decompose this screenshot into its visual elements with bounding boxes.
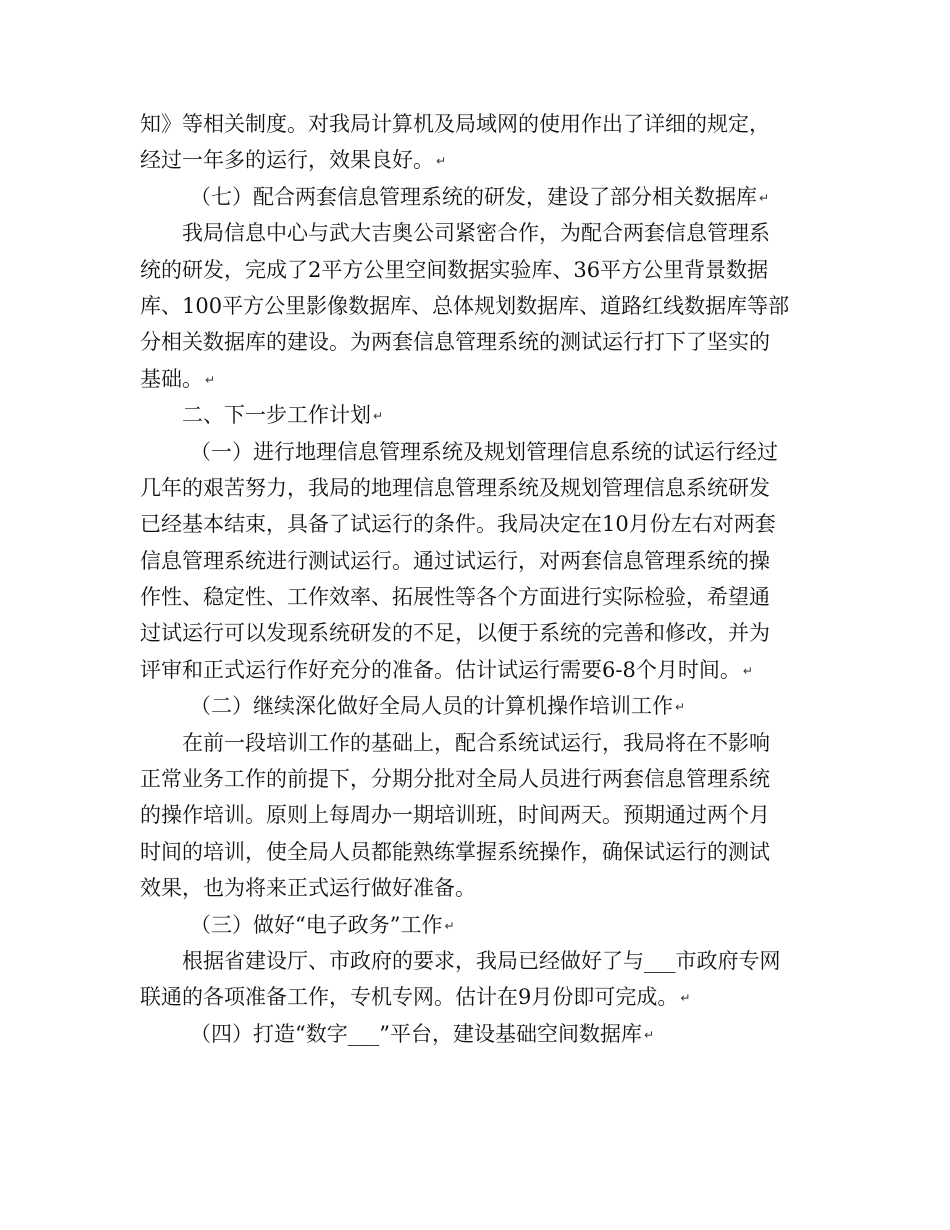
line-text: （四）打造“数字___”平台，建设基础空间数据库 <box>190 1021 642 1046</box>
text-line <box>140 252 808 288</box>
paragraph-mark-icon: ↵ <box>643 1027 655 1042</box>
text-line <box>140 506 808 542</box>
line-text: 的操作培训。原则上每周办一期培训班，时间两天。预期通过两个月 <box>140 803 770 828</box>
line-text: 效果，也为将来正式运行做好准备。 <box>140 876 476 901</box>
paragraph-mark-icon: ↵ <box>373 409 384 424</box>
line-text: 我局信息中心与武大吉奥公司紧密合作，为配合两套信息管理系 <box>182 221 770 246</box>
text-line <box>140 979 808 1015</box>
line-text: 经过一年多的运行，效果良好。 <box>140 148 434 173</box>
paragraph-mark-icon: ↵ <box>444 918 455 933</box>
paragraph-mark-icon: ↵ <box>759 190 770 205</box>
text-line <box>140 179 808 215</box>
paragraph-mark-icon: ↵ <box>675 700 686 715</box>
text-line <box>140 324 808 360</box>
text-line <box>140 288 808 324</box>
line-text: （三）做好“电子政务”工作 <box>190 912 443 937</box>
line-text: 作性、稳定性、工作效率、拓展性等各个方面进行实际检验，希望通 <box>140 585 770 610</box>
line-text: 库、100平方公里影像数据库、总体规划数据库、道路红线数据库等部 <box>140 293 790 318</box>
text-line <box>140 615 808 651</box>
line-text: 联通的各项准备工作，专机专网。估计在9月份即可完成。 <box>140 985 679 1010</box>
line-text: （七）配合两套信息管理系统的研发，建设了部分相关数据库 <box>190 184 757 209</box>
line-text: 正常业务工作的前提下，分期分批对全局人员进行两套信息管理系统 <box>140 767 770 792</box>
text-line <box>140 397 808 433</box>
paragraph-mark-icon: ↵ <box>742 663 753 678</box>
line-text: 根据省建设厅、市政府的要求，我局已经做好了与___市政府专网 <box>182 948 781 973</box>
line-text: 统的研发，完成了2平方公里空间数据实验库、36平方公里背景数据 <box>140 257 769 282</box>
line-text: 基础。 <box>140 366 203 391</box>
text-line <box>140 688 808 724</box>
text-line <box>140 797 808 833</box>
text-line <box>140 543 808 579</box>
paragraph-mark-icon: ↵ <box>436 154 447 169</box>
text-line <box>140 907 808 943</box>
text-line <box>140 652 808 688</box>
text-line <box>140 361 808 397</box>
text-line <box>140 470 808 506</box>
text-line <box>140 1016 808 1052</box>
text-line <box>140 142 808 178</box>
text-line <box>140 943 808 979</box>
line-text: （二）继续深化做好全局人员的计算机操作培训工作 <box>190 694 673 719</box>
text-line <box>140 834 808 870</box>
line-text: 分相关数据库的建设。为两套信息管理系统的测试运行打下了坚实的 <box>140 330 770 355</box>
text-line <box>140 870 808 906</box>
text-line <box>140 579 808 615</box>
paragraph-mark-icon: ↵ <box>680 991 691 1006</box>
document-body <box>140 106 808 1052</box>
line-text: 信息管理系统进行测试运行。通过试运行，对两套信息管理系统的操 <box>140 548 770 573</box>
line-text: 在前一段培训工作的基础上，配合系统试运行，我局将在不影响 <box>182 730 770 755</box>
text-line <box>140 215 808 251</box>
text-line <box>140 106 808 142</box>
line-text: 几年的艰苦努力，我局的地理信息管理系统及规划管理信息系统研发 <box>140 475 770 500</box>
line-text: （一）进行地理信息管理系统及规划管理信息系统的试运行经过 <box>190 439 778 464</box>
paragraph-mark-icon: ↵ <box>205 372 216 387</box>
line-text: 时间的培训，使全局人员都能熟练掌握系统操作，确保试运行的测试 <box>140 839 770 864</box>
line-text: 评审和正式运行作好充分的准备。估计试运行需要6-8个月时间。 <box>140 657 741 682</box>
line-text: 二、下一步工作计划 <box>182 403 371 428</box>
line-text: 已经基本结束，具备了试运行的条件。我局决定在10月份左右对两套 <box>140 512 776 537</box>
text-line <box>140 725 808 761</box>
text-line <box>140 434 808 470</box>
line-text: 过试运行可以发现系统研发的不足，以便于系统的完善和修改，并为 <box>140 621 770 646</box>
line-text: 知》等相关制度。对我局计算机及局域网的使用作出了详细的规定， <box>140 112 770 136</box>
text-line <box>140 761 808 797</box>
